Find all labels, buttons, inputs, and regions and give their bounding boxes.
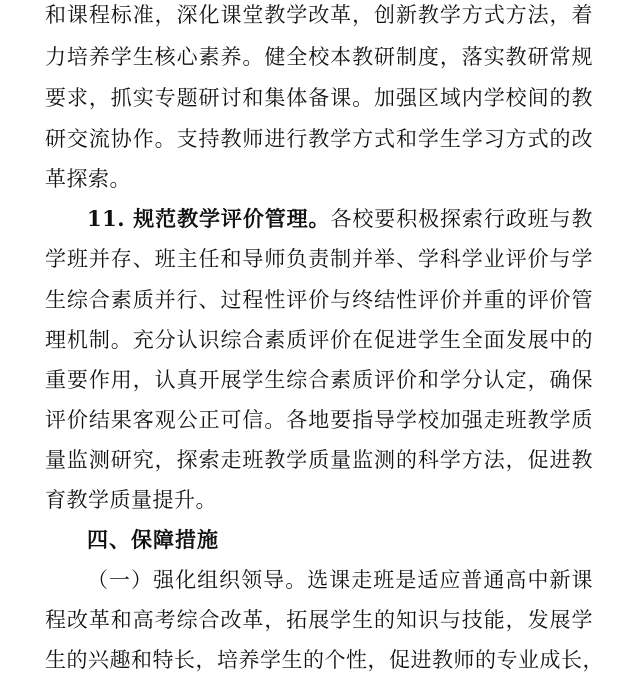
paragraph-1-line-2: 力培养学生核心素养。健全校本教研制度，落实教研常规 xyxy=(45,45,593,69)
section-heading: 四、保障措施 xyxy=(87,528,219,552)
paragraph-2-line-3: 生综合素质并行、过程性评价与终结性评价并重的评价管 xyxy=(45,288,593,312)
paragraph-1-line-1: 和课程标准，深化课堂教学改革，创新教学方式方法，着 xyxy=(45,3,593,27)
paragraph-1-line-4: 研交流协作。支持教师进行教学方式和学生学习方式的改 xyxy=(45,127,593,151)
paragraph-3-line-2: 程改革和高考综合改革，拓展学生的知识与技能，发展学 xyxy=(45,608,593,632)
paragraph-2-first-line-rest: 各校要积极探索行政班与教 xyxy=(330,207,593,231)
paragraph-3-line-1: （一）强化组织领导。选课走班是适应普通高中新课 xyxy=(87,568,593,592)
paragraph-2-line-1 xyxy=(87,206,593,232)
paragraph-1-line-5: 革探索。 xyxy=(45,167,131,191)
paragraph-2-line-5: 重要作用，认真开展学生综合素质评价和学分认定，确保 xyxy=(45,368,593,392)
paragraph-2-line-6: 评价结果客观公正可信。各地要指导学校加强走班教学质 xyxy=(45,408,593,432)
paragraph-2-title: 11. 规范教学评价管理。 xyxy=(87,206,331,231)
paragraph-2-line-4: 理机制。充分认识综合素质评价在促进学生全面发展中的 xyxy=(45,328,593,352)
paragraph-3-line-3: 生的兴趣和特长，培养学生的个性，促进教师的专业成长， xyxy=(45,648,604,672)
paragraph-2-line-7: 量监测研究，探索走班教学质量监测的科学方法，促进教 xyxy=(45,448,593,472)
paragraph-1-line-3: 要求，抓实专题研讨和集体备课。加强区域内学校间的教 xyxy=(45,86,593,110)
paragraph-2-line-2: 学班并存、班主任和导师负责制并举、学科学业评价与学 xyxy=(45,247,593,271)
paragraph-2-line-8: 育教学质量提升。 xyxy=(45,488,217,512)
